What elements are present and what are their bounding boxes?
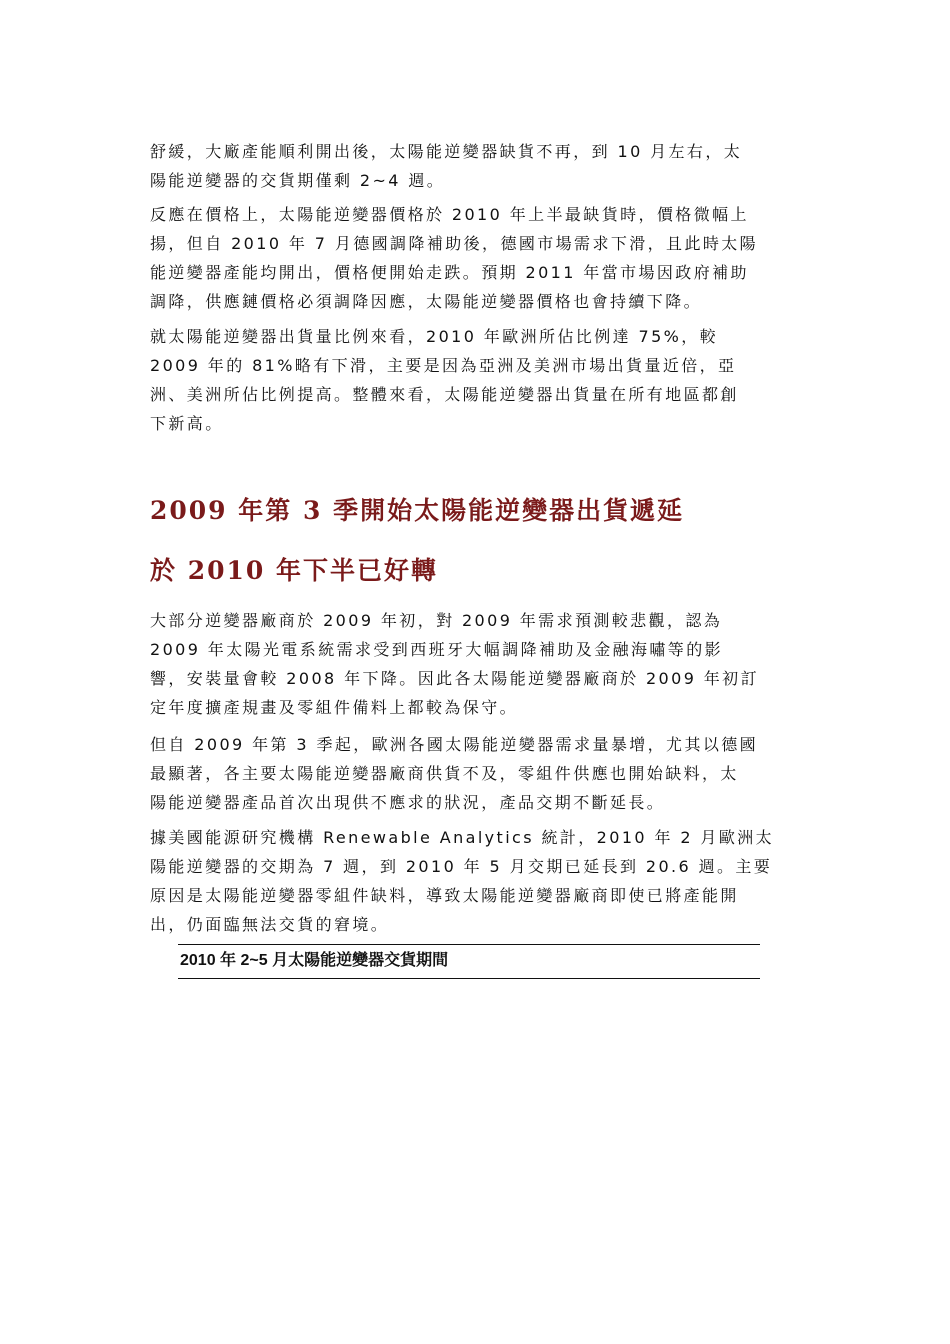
- section-heading-line-1: 2009 年第 3 季開始太陽能逆變器出貨遞延: [150, 496, 685, 525]
- paragraph-lead-time-statistics: 據美國能源研究機構 Renewable Analytics 統計，2010 年 2 月歐洲太 陽能逆變器的交期為 7 週，到 2010 年 5 月交期已延長到 20.6 週。主要 原因是太陽能逆變器零組件缺料，導致太陽能逆變器廠商即使已將產能開 出，仍面臨無法交貨的窘境。: [150, 828, 775, 934]
- section-heading-line-2: 於 2010 年下半已好轉: [150, 556, 438, 585]
- paragraph-delivery-ease: 舒緩，大廠產能順利開出後，太陽能逆變器缺貨不再，到 10 月左右，太 陽能逆變器的交貨期僅剩 2~4 週。: [150, 142, 743, 190]
- table-title: 2010 年 2~5 月太陽能逆變器交貨期間: [180, 952, 449, 969]
- paragraph-conservative-forecast: 大部分逆變器廠商於 2009 年初，對 2009 年需求預測較悲觀，認為 2009 年太陽光電系統需求受到西班牙大幅調降補助及金融海嘯等的影 響，安裝量會較 2008 年下降。因此各太陽能逆變器廠商於 2009 年初訂 定年度擴產規畫及零組件備料上都較為保守。: [150, 611, 759, 717]
- paragraph-demand-surge: 但自 2009 年第 3 季起，歐洲各國太陽能逆變器需求量暴增，尤其以德國 最顯著，各主要太陽能逆變器廠商供貨不及，零組件供應也開始缺料，太 陽能逆變器產品首次出現供不應求的狀況，產品交期不斷延長。: [150, 735, 759, 812]
- table-caption-box: [178, 944, 760, 979]
- paragraph-shipment-share: 就太陽能逆變器出貨量比例來看，2010 年歐洲所佔比例達 75%，較 2009 年的 81%略有下滑，主要是因為亞洲及美洲市場出貨量近倍，亞 洲、美洲所佔比例提高。整體來看，太陽能逆變器出貨量在所有地區都創 下新高。: [150, 327, 739, 433]
- paragraph-price-trend: 反應在價格上，太陽能逆變器價格於 2010 年上半最缺貨時，價格微幅上 揚，但自 2010 年 7 月德國調降補助後，德國市場需求下滑，且此時太陽 能逆變器產能均開出，價格便開始走跌。預期 2011 年當市場因政府補助 調降，供應鏈價格必須調降因應，太陽能逆變器價格也會持續下降。: [150, 205, 759, 311]
